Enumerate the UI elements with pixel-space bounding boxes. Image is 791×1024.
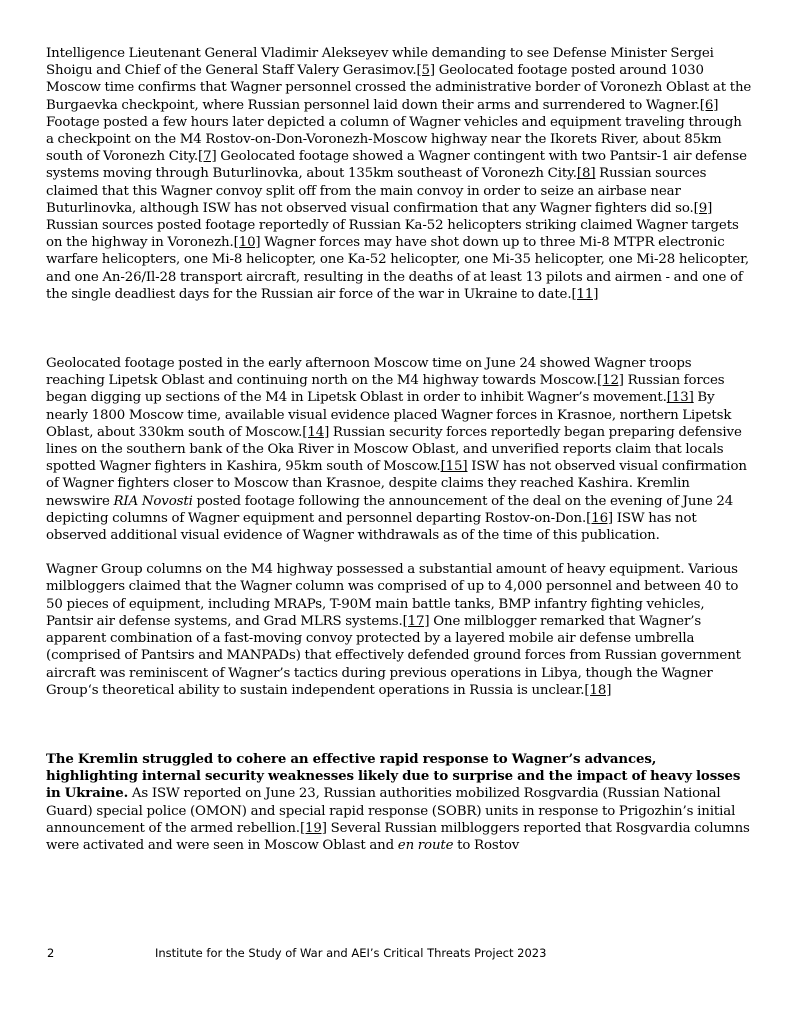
paragraph-gap [46, 303, 752, 355]
italic-text: en route [397, 837, 454, 853]
text-run: Russian sources claimed that this Wagner convoy split off from the main convoy in order to seize an airbase near Buturlinovka, although ISW has not observed visual confirmation that any Wagner fighters did so. [46, 166, 707, 216]
paragraph-1 [46, 45, 752, 303]
footnote-link[interactable]: [10] [233, 235, 261, 251]
text-run: Footage posted a few hours later depicted a column of Wagner vehicles and equipment traveling through a checkpoint on the M4 Rostov-on-Don-Voronezh-Moscow highway near the Ikorets River, about 85km south of Voronezh City. [46, 114, 742, 165]
text-run: ISW has not observed additional visual evidence of Wagner withdrawals as of the time of this publication. [46, 510, 697, 544]
text-run: posted footage following the announcement of the deal on the evening of June 24 depicting columns of Wagner equipment and personnel departing Rostov-on-Don. [46, 493, 734, 526]
page-number: 2 [47, 946, 55, 960]
text-run: As ISW reported on June 23, Russian authorities mobilized Rosgvardia (Russian National Guard) special police (OMON) and special rapid response (SOBR) units in response to Prigozhin’s initial announcement of the armed rebellion. [46, 786, 736, 836]
paragraph-2 [46, 355, 752, 544]
footnote-link[interactable]: [16] [586, 510, 614, 526]
footnote-link[interactable]: [19] [299, 820, 327, 836]
footnote-link[interactable]: [13] [666, 390, 694, 406]
text-run: Geolocated footage posted in the early afternoon Moscow time on June 24 showed Wagner troops reaching Lipetsk Oblast and continuing north on the M4 highway towards Moscow. [46, 356, 692, 389]
paragraph-gap [46, 699, 752, 751]
italic-text: RIA Novosti [113, 493, 193, 509]
footnote-link[interactable]: [8] [576, 166, 596, 182]
lead-sentence: The Kremlin struggled to cohere an effective rapid response to Wagner’s advances, highlighting internal security weaknesses likely due to surprise and the impact of heavy losses in Ukraine. [46, 750, 741, 802]
footnote-link[interactable]: [14] [302, 424, 330, 440]
text-run: Russian security forces reportedly began preparing defensive lines on the southern bank of the Oka River in Moscow Oblast, and unverified reports claim that locals spotted Wagner fighters in Kashira, 95km south of Moscow. [46, 424, 742, 475]
text-run: By nearly 1800 Moscow time, available visual evidence placed Wagner forces in Krasnoe, northern Lipetsk Oblast, about 330km south of Moscow. [46, 390, 732, 440]
text-run: Russian forces began digging up sections of the M4 in Lipetsk Oblast in order to inhibit Wagner’s movement. [46, 373, 725, 406]
footnote-link[interactable]: [17] [402, 613, 430, 629]
text-run: Wagner forces may have shot down up to three Mi-8 MTPR electronic warfare helicopters, one Mi-8 helicopter, one Ka-52 helicopter, one Mi-35 helicopter, one Mi-28 helicopter, and one An-26/Il-28 transport aircraft, resulting in the deaths of at least 13 pilots and airmen - and one of the single deadliest days for the Russian air force of the war in Ukraine to date. [46, 235, 750, 302]
paragraph-gap [46, 544, 752, 561]
text-run: ISW has not observed visual confirmation of Wagner fighters closer to Moscow than Krasnoe, despite claims they reached Kashira. Kremlin newswire [46, 459, 747, 509]
text-run: Geolocated footage posted around 1030 Moscow time confirms that Wagner personnel crossed the administrative border of Voronezh Oblast at the Burgaevka checkpoint, where Russian personnel laid down their arms and surrendered to Wagner. [46, 63, 752, 113]
text-run: Intelligence Lieutenant General Vladimir Alekseyev while demanding to see Defense Minister Sergei Shoigu and Chief of the General Staff Valery Gerasimov. [46, 46, 714, 79]
footnote-link[interactable]: [6] [699, 97, 719, 113]
text-run: Wagner Group columns on the M4 highway possessed a substantial amount of heavy equipment. Various milbloggers claimed that the Wagner column was comprised of up to 4,000 personnel and between 40 to 50 pieces of equipment, including MRAPs, T-90M main battle tanks, BMP infantry fighting vehicles, Pantsir air defense systems, and Grad MLRS systems. [46, 562, 739, 629]
document-body [46, 45, 752, 854]
paragraph-4 [46, 751, 752, 854]
footnote-link[interactable]: [15] [440, 459, 468, 475]
footnote-link[interactable]: [9] [693, 200, 713, 216]
text-run: Russian sources posted footage reportedly of Russian Ka-52 helicopters striking claimed Wagner targets on the highway in Voronezh. [46, 218, 739, 251]
footer-organization: Institute for the Study of War and AEI’s Critical Threats Project 2023 [155, 946, 547, 960]
paragraph-3 [46, 561, 752, 699]
footnote-link[interactable]: [7] [198, 149, 217, 165]
footnote-link[interactable]: [12] [596, 373, 624, 389]
text-run: One milblogger remarked that Wagner’s apparent combination of a fast-moving convoy protected by a layered mobile air defense umbrella (comprised of Pantsirs and MANPADs) that effectively defended ground forces from Russian government aircraft was reminiscent of Wagner’s tactics during previous operations in Libya, though the Wagner Group‘s theoretical ability to sustain independent operations in Russia is unclear. [46, 613, 741, 698]
footnote-link[interactable]: [18] [584, 682, 612, 698]
text-run: Geolocated footage showed a Wagner contingent with two Pantsir-1 air defense systems moving through Buturlinovka, about 135km southeast of Voronezh City. [46, 149, 747, 182]
footnote-link[interactable]: [5] [416, 63, 435, 79]
text-run: to Rostov [453, 837, 520, 853]
footnote-link[interactable]: [11] [571, 286, 599, 302]
text-run: Several Russian milbloggers reported that Rosgvardia columns were activated and were seen in Moscow Oblast and [46, 820, 750, 853]
